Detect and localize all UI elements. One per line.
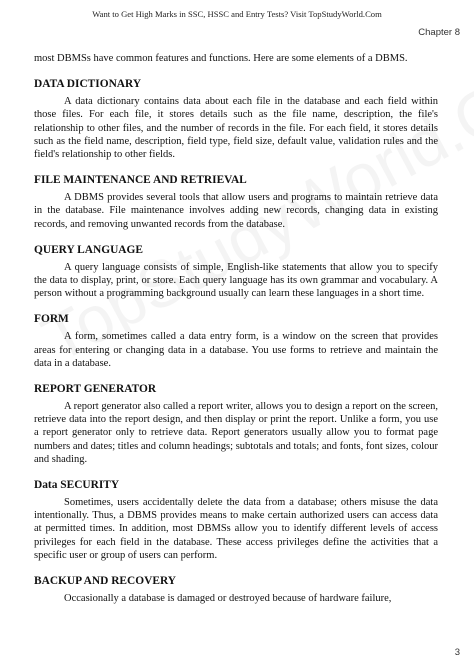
section-heading-query-language: QUERY LANGUAGE: [34, 243, 143, 256]
page-content: [34, 52, 438, 617]
intro-paragraph: most DBMSs have common features and functions. Here are some elements of a DBMS.: [34, 53, 408, 64]
page-number: 3: [454, 647, 460, 658]
section-body-report-generator: A report generator also called a report writer, allows you to design a report on the screen, retrieve data into the report design, and then display or print the report. Unlike a form, you use a report generator only to retrieve data. Report generators usually allow you to format page numbers and dates; titles and column headings; subtotals and totals; and fonts, font sizes, colour and shading.: [34, 401, 438, 465]
section-body-backup-recovery: Occasionally a database is damaged or destroyed because of hardware failure,: [64, 593, 392, 605]
section-heading-data-security: Data SECURITY: [34, 479, 120, 492]
section-body-form: A form, sometimes called a data entry form, is a window on the screen that provides areas for entering or changing data in a database. You use forms to retrieve and maintain the data in a database.: [34, 331, 438, 369]
section-heading-form: FORM: [34, 313, 69, 326]
section-heading-report-generator: REPORT GENERATOR: [34, 383, 157, 396]
section-body-data-security: Sometimes, users accidentally delete the data from a database; others misuse the data intentionally. Thus, a DBMS provides means to make certain authorized users can access data at permitted times. In addition, most DBMSs allow you to identify different levels of access privileges for each field in the database. These access privileges define the activities that a specific user or group of users can perform.: [34, 497, 438, 561]
section-heading-file-maintenance: FILE MAINTENANCE AND RETRIEVAL: [34, 174, 247, 187]
section-heading-backup-recovery: BACKUP AND RECOVERY: [34, 575, 176, 588]
section-body-file-maintenance: A DBMS provides several tools that allow users and programs to maintain retrieve data in the database. File maintenance involves adding new records, changing data in existing records, and removing unwanted records from the database.: [34, 192, 438, 230]
section-body-data-dictionary: A data dictionary contains data about each file in the database and each field within those files. For each file, it stores details such as the file name, description, the file's relationship to other files, and the number of records in the file. For each field, it stores details such as the field name, description, field type, field size, default value, validation rules and the field's relationship to other fields.: [34, 96, 438, 161]
section-body-query-language: A query language consists of simple, English-like statements that allow you to specify the data to display, print, or store. Each query language has its own grammar and vocabulary. A person without a programming background usually can learn these languages in a short time.: [34, 261, 438, 300]
chapter-label: Chapter 8: [418, 27, 460, 38]
site-banner: Want to Get High Marks in SSC, HSSC and Entry Tests? Visit TopStudyWorld.Com: [92, 9, 382, 19]
section-heading-data-dictionary: DATA DICTIONARY: [34, 78, 142, 91]
